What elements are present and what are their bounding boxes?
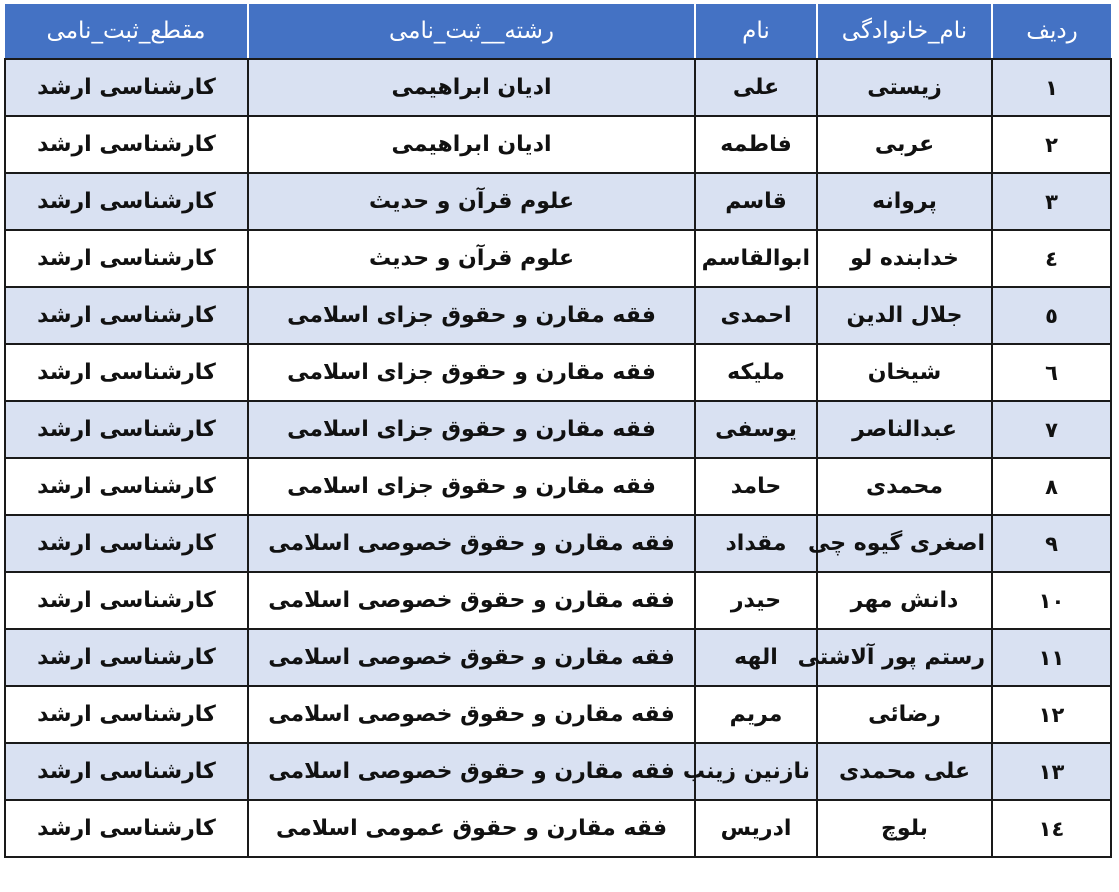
cell-level: کارشناسی ارشد [5,344,248,401]
header-field: رشته__ثبت_نامی [248,4,695,59]
table-row [5,401,1111,458]
table-row [5,344,1111,401]
cell-field: فقه مقارن و حقوق جزای اسلامی [248,287,695,344]
cell-level: کارشناسی ارشد [5,173,248,230]
cell-family-name: دانش مهر [817,572,992,629]
table-row [5,686,1111,743]
cell-family-name: پروانه [817,173,992,230]
cell-field: فقه مقارن و حقوق عمومی اسلامی [248,800,695,857]
cell-level: کارشناسی ارشد [5,458,248,515]
cell-row-number: ۱۰ [992,572,1111,629]
cell-family-name: بلوچ [817,800,992,857]
cell-level: کارشناسی ارشد [5,572,248,629]
cell-row-number: ۷ [992,401,1111,458]
table-row [5,800,1111,857]
cell-level: کارشناسی ارشد [5,800,248,857]
cell-row-number: ۱۳ [992,743,1111,800]
cell-row-number: ٦ [992,344,1111,401]
cell-row-number: ۱۱ [992,629,1111,686]
cell-field: علوم قرآن و حدیث [248,173,695,230]
table-row [5,572,1111,629]
table-row [5,230,1111,287]
cell-row-number: ۱ [992,59,1111,116]
cell-level: کارشناسی ارشد [5,743,248,800]
cell-field: فقه مقارن و حقوق خصوصی اسلامی [248,629,695,686]
cell-field: ادیان ابراهیمی [248,59,695,116]
table-body [5,59,1111,857]
cell-name: حیدر [695,572,817,629]
table-row [5,116,1111,173]
cell-row-number: ٥ [992,287,1111,344]
cell-field: فقه مقارن و حقوق جزای اسلامی [248,401,695,458]
table-row [5,515,1111,572]
cell-name: مریم [695,686,817,743]
table-row [5,59,1111,116]
cell-family-name: اصغری گیوه چی [817,515,992,572]
cell-family-name: خدابنده لو [817,230,992,287]
cell-family-name: عربی [817,116,992,173]
cell-name: یوسفی [695,401,817,458]
cell-level: کارشناسی ارشد [5,515,248,572]
cell-level: کارشناسی ارشد [5,230,248,287]
table-row [5,458,1111,515]
cell-row-number: ۹ [992,515,1111,572]
cell-name: احمدی [695,287,817,344]
cell-row-number: ۱٤ [992,800,1111,857]
cell-name: ملیکه [695,344,817,401]
cell-level: کارشناسی ارشد [5,686,248,743]
cell-name: حامد [695,458,817,515]
cell-field: فقه مقارن و حقوق خصوصی اسلامی [248,572,695,629]
cell-level: کارشناسی ارشد [5,401,248,458]
cell-field: فقه مقارن و حقوق خصوصی اسلامی [248,686,695,743]
cell-row-number: ۳ [992,173,1111,230]
table-header [5,4,1111,59]
cell-family-name: عبدالناصر [817,401,992,458]
cell-row-number: ۲ [992,116,1111,173]
table-row [5,287,1111,344]
cell-name: فاطمه [695,116,817,173]
cell-family-name: شیخان [817,344,992,401]
cell-field: فقه مقارن و حقوق جزای اسلامی [248,344,695,401]
cell-name: قاسم [695,173,817,230]
cell-field: علوم قرآن و حدیث [248,230,695,287]
cell-name: الهه [695,629,817,686]
cell-level: کارشناسی ارشد [5,116,248,173]
table-row [5,173,1111,230]
cell-row-number: ۸ [992,458,1111,515]
cell-field: فقه مقارن و حقوق جزای اسلامی [248,458,695,515]
header-level: مقطع_ثبت_نامی [5,4,248,59]
cell-family-name: زیستی [817,59,992,116]
cell-field: فقه مقارن و حقوق خصوصی اسلامی [248,515,695,572]
header-name: نام [695,4,817,59]
cell-family-name: محمدی [817,458,992,515]
cell-row-number: ۱۲ [992,686,1111,743]
header-row [5,4,1111,59]
cell-family-name: رضائی [817,686,992,743]
cell-field: فقه مقارن و حقوق خصوصی اسلامی [248,743,695,800]
cell-name: مقداد [695,515,817,572]
cell-name: علی [695,59,817,116]
cell-family-name: علی محمدی [817,743,992,800]
cell-name: نازنین زینب [695,743,817,800]
cell-family-name: جلال الدین [817,287,992,344]
students-table [4,4,1112,858]
cell-family-name: رستم پور آلاشتی [817,629,992,686]
cell-name: ادریس [695,800,817,857]
table-row [5,743,1111,800]
cell-row-number: ٤ [992,230,1111,287]
cell-name: ابوالقاسم [695,230,817,287]
header-row-number: ردیف [992,4,1111,59]
cell-level: کارشناسی ارشد [5,629,248,686]
header-family-name: نام_خانوادگی [817,4,992,59]
cell-level: کارشناسی ارشد [5,287,248,344]
table-row [5,629,1111,686]
cell-level: کارشناسی ارشد [5,59,248,116]
cell-field: ادیان ابراهیمی [248,116,695,173]
